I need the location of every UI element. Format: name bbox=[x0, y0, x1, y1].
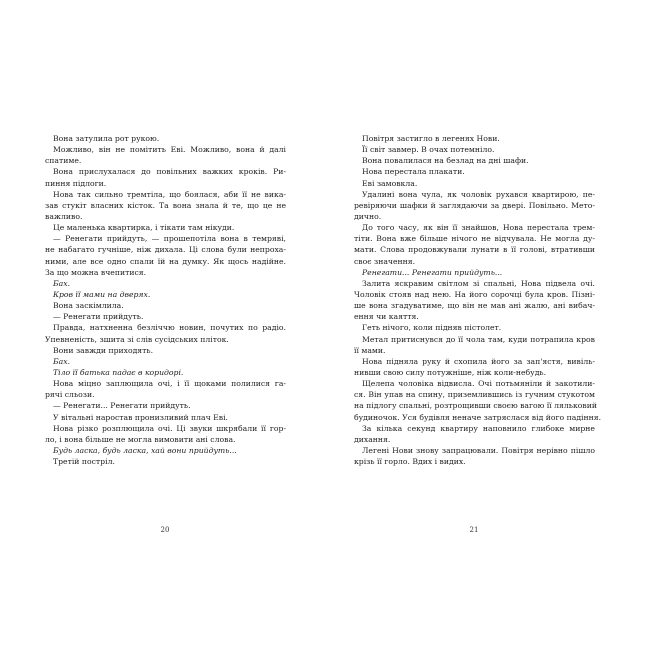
text-line: Кров її мами на дверях. bbox=[53, 289, 151, 299]
text-line: — Ренегати прийдуть, — прошепотіла вона в темряві, bbox=[53, 234, 286, 244]
text-line: Еві замовкла. bbox=[362, 178, 418, 188]
left-page-text bbox=[45, 133, 286, 467]
text-line: Третій постріл. bbox=[53, 457, 115, 467]
text-line: крізь її горло. Вдих і видих. bbox=[354, 457, 466, 467]
text-line: Це маленька квартирка, і тікати там нікуди. bbox=[53, 223, 235, 233]
text-line: Геть нічого, коли підняв пістолет. bbox=[362, 323, 502, 333]
text-line: Нова різко розплющила очі. Ці звуки шкрябали її гор- bbox=[53, 423, 286, 433]
text-line: Нова перестала плакати. bbox=[362, 167, 465, 177]
text-line: За що можна вчепитися. bbox=[45, 267, 147, 277]
text-line: Ренегати... Ренегати прийдуть... bbox=[362, 267, 503, 277]
text-line: Вона повалилася на безлад на дні шафи. bbox=[362, 156, 529, 166]
text-line: — Ренегати... Ренегати прийдуть. bbox=[53, 401, 191, 411]
text-line: важливо. bbox=[45, 211, 83, 221]
text-line: Метал притиснувся до її чола там, куди потрапила кров bbox=[362, 334, 595, 344]
left-page-number: 20 bbox=[160, 526, 170, 534]
text-line: Вони завжди приходять. bbox=[53, 345, 154, 355]
text-line: Удалині вона чула, як чоловік рухався квартирою, пе- bbox=[362, 189, 595, 199]
text-line: ними, але все одно спали їй на думку. Як щось надійне. bbox=[45, 256, 286, 266]
text-line: Вона заскімлила. bbox=[53, 301, 124, 311]
text-line: тіти. Вона вже більше нічого не відчувала. Не могла ду- bbox=[354, 234, 595, 244]
text-line: Залита яскравим світлом зі спальні, Нова підвела очі. bbox=[362, 278, 595, 288]
text-line: Нова так сильно тремтіла, що боялася, аби її не вика- bbox=[53, 189, 286, 199]
text-line: ревіряючи шафки й заглядаючи за двері. Повільно. Мето- bbox=[354, 200, 595, 210]
text-line: Її світ завмер. В очах потемніло. bbox=[362, 145, 495, 155]
text-line: Нова міцно заплющила очі, і її щоками полилися га- bbox=[53, 379, 286, 389]
text-line: не набагато гучніше, ніж дихала. Ці слова були непроха- bbox=[45, 245, 286, 255]
text-line: ення чи каяття. bbox=[354, 312, 419, 322]
text-line: У вітальні наростав пронизливий плач Еві. bbox=[53, 412, 228, 422]
text-line: Упевненість, зшита зі слів сусідських пліток. bbox=[45, 334, 229, 344]
text-line: За кілька секунд квартиру наповнило глибоке мирне bbox=[362, 423, 595, 433]
right-page-text bbox=[354, 133, 602, 467]
text-line: ся. Він упав на спину, приземлившись із гучним стукотом bbox=[354, 390, 595, 400]
text-line: Вона прислухалася до повільних важких кроків. Ри- bbox=[53, 167, 286, 177]
text-line: Нова підняла руку й схопила його за зап'ястя, вивіль- bbox=[362, 356, 595, 366]
text-line: дихання. bbox=[354, 434, 391, 444]
text-line: спатиме. bbox=[45, 156, 82, 166]
text-line: ше вона згадуватиме, що він не мав ані жалю, ані вибач- bbox=[354, 301, 595, 311]
text-line: Повітря застигло в легенях Нови. bbox=[362, 134, 500, 143]
text-line: До того часу, як він її знайшов, Нова перестала трем- bbox=[362, 223, 595, 233]
text-line: — Ренегати прийдуть. bbox=[53, 312, 144, 322]
text-line: Правда, натхненна безліччю новин, почутих по радіо. bbox=[53, 323, 286, 333]
text-line: нивши свою силу потужніше, ніж коли-небудь. bbox=[354, 367, 547, 377]
text-line: мати. Слова продовжували лунати в її голові, втративши bbox=[354, 245, 595, 255]
text-line: Можливо, він не помітить Еві. Можливо, вона й далі bbox=[53, 145, 286, 155]
text-line: Щелепа чоловіка відвисла. Очі потьмяніли й закотили- bbox=[362, 379, 595, 389]
text-line: ло, і вона більше не могла вимовити ані слова. bbox=[45, 434, 236, 444]
text-line: Чоловік стояв над нею. На його сорочці була кров. Пізні- bbox=[354, 289, 595, 299]
text-line: пиння підлоги. bbox=[45, 178, 107, 188]
text-line: своє значення. bbox=[354, 256, 416, 266]
text-line: зав стукіт власних кісток. Та вона знала й те, що це не bbox=[45, 200, 286, 210]
text-line: будиночок. Уся будівля неначе затряслася від його падіння. bbox=[354, 412, 602, 422]
text-line: Вона затулила рот рукою. bbox=[53, 134, 160, 143]
text-line: рячі сльози. bbox=[45, 390, 95, 400]
text-line: Бах. bbox=[53, 356, 71, 366]
text-line: Тіло її батька падає в коридорі. bbox=[53, 367, 184, 377]
text-line: на підлогу спальні, розтрощивши своєю вагою її ляльковий bbox=[354, 401, 597, 411]
text-line: Будь ласка, будь ласка, хай вони прийдуть... bbox=[53, 445, 237, 455]
text-line: Бах. bbox=[53, 278, 71, 288]
text-line: Легені Нови знову запрацювали. Повітря нерівно пішло bbox=[362, 445, 595, 455]
right-page-number: 21 bbox=[469, 526, 479, 534]
text-line: дично. bbox=[354, 211, 382, 221]
text-line: її мами. bbox=[354, 345, 386, 355]
